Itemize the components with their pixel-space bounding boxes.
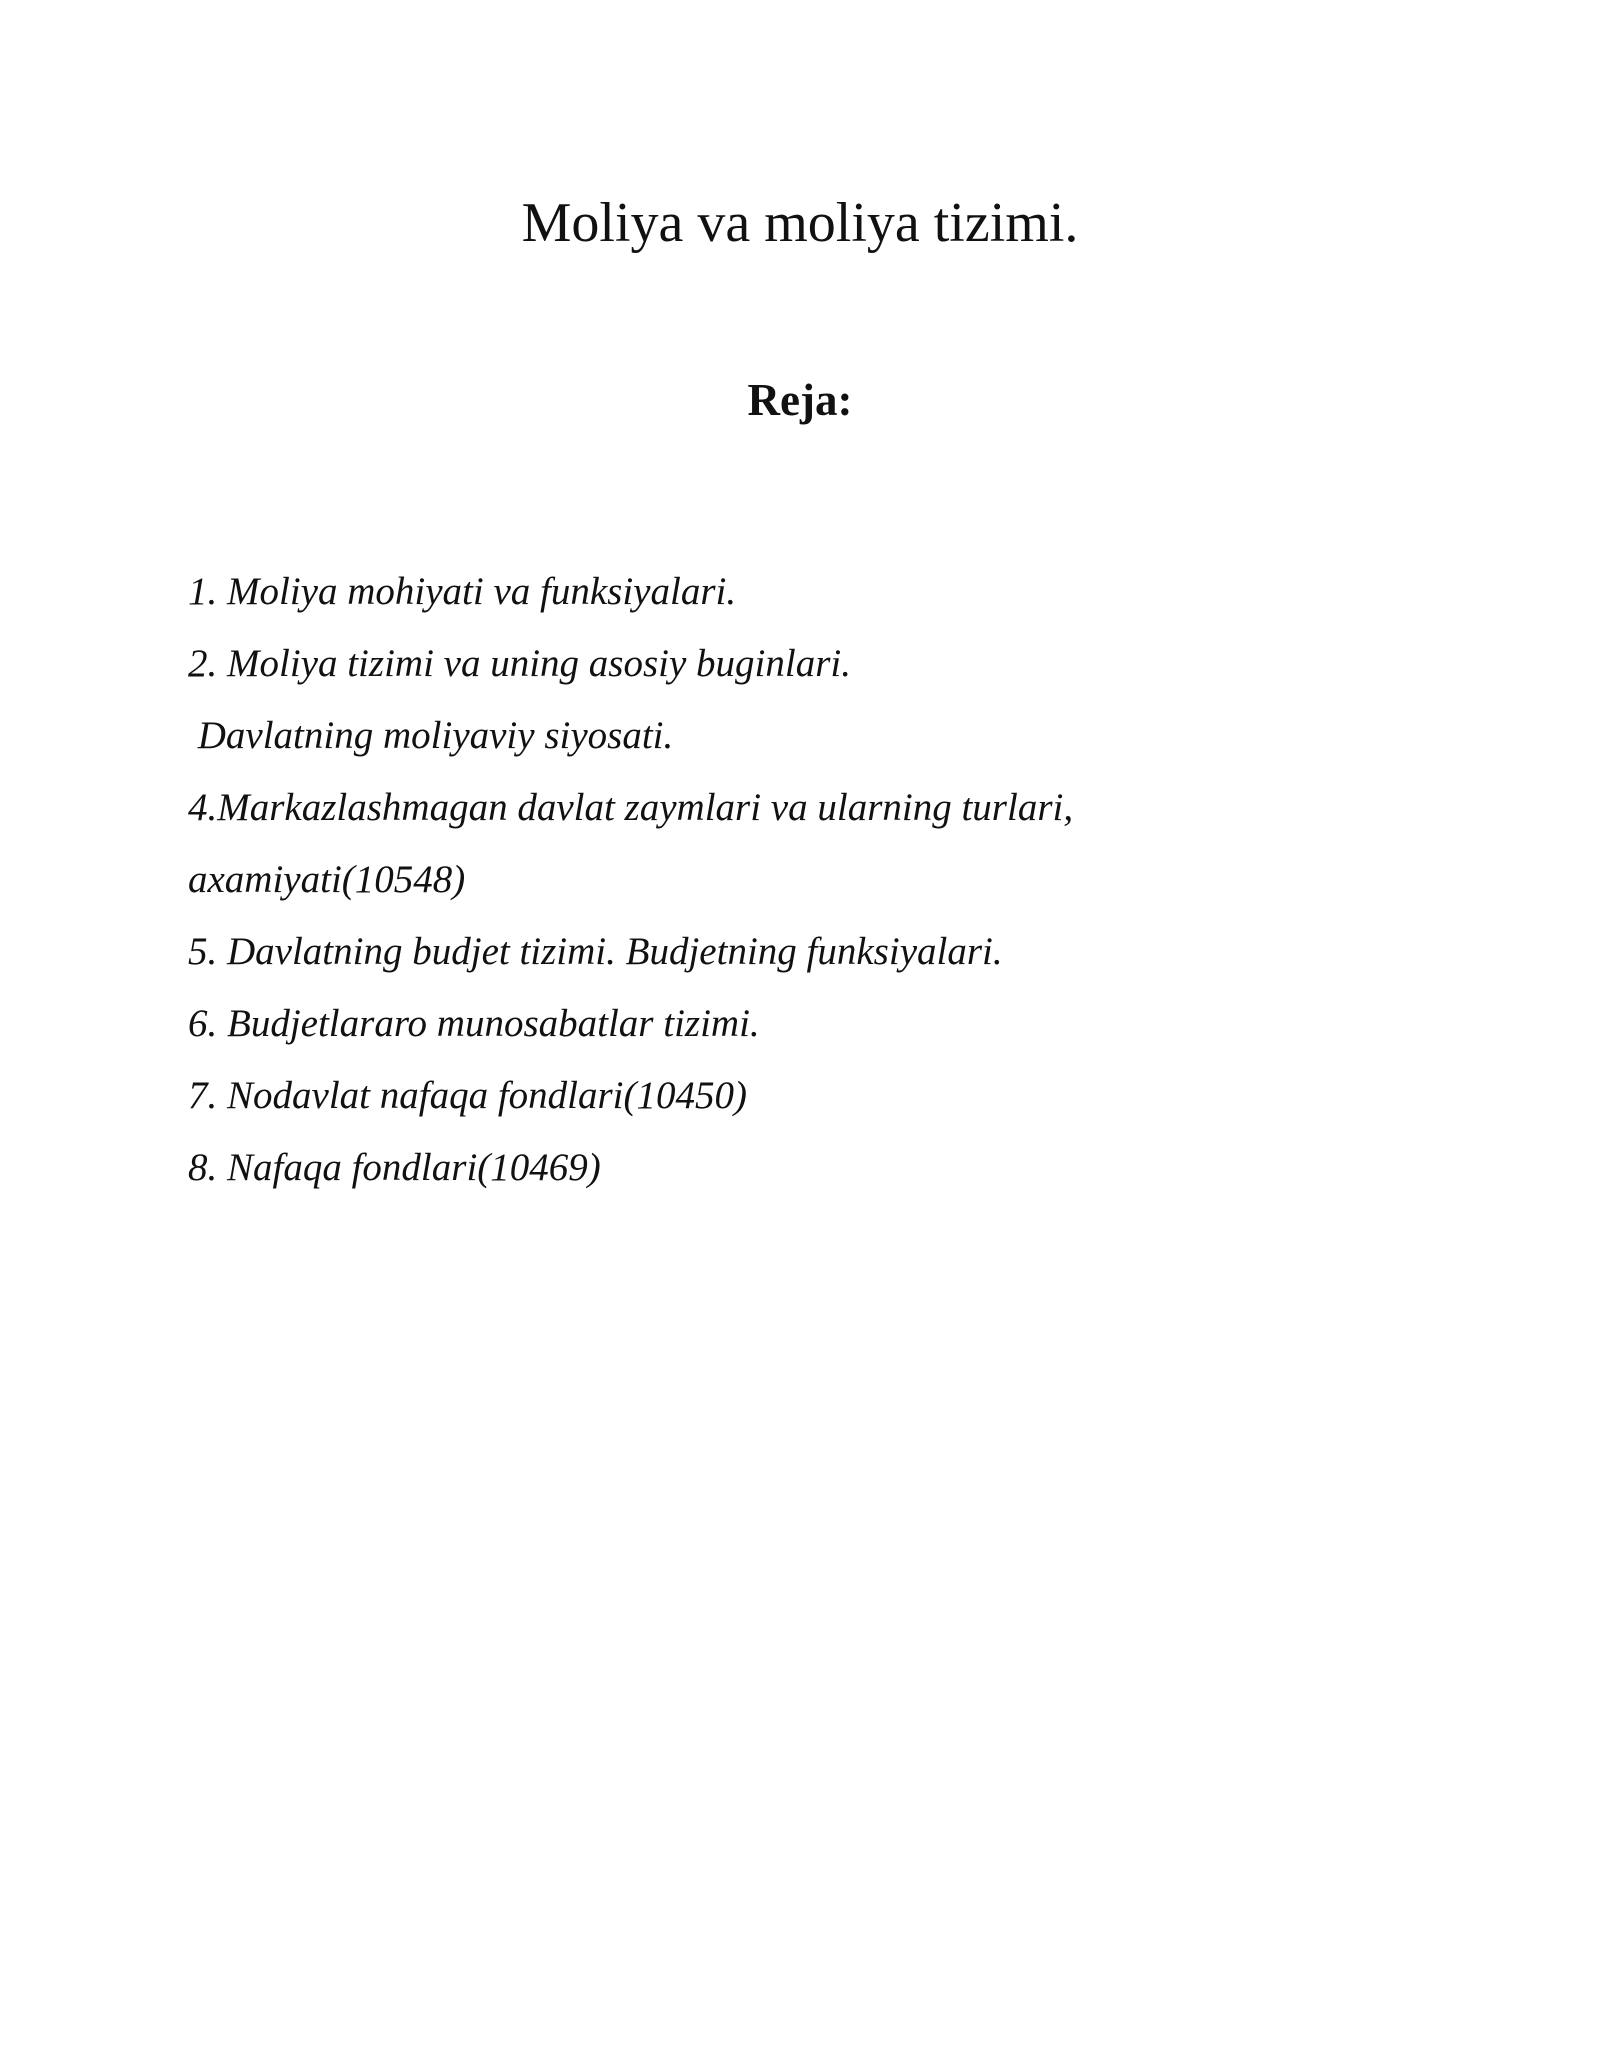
plan-item: 5. Davlatning budjet tizimi. Budjetning funksiyalari. [188, 930, 1003, 973]
plan-item: 4.Markazlashmagan davlat zaymlari va ularning turlari, [188, 786, 1074, 829]
document-title: Moliya va moliya tizimi. [521, 192, 1079, 254]
plan-item: 2. Moliya tizimi va uning asosiy buginlari. [188, 642, 851, 685]
plan-item: Davlatning moliyaviy siyosati. [188, 714, 674, 757]
plan-item: 1. Moliya mohiyati va funksiyalari. [188, 570, 737, 613]
plan-item: axamiyati(10548) [188, 858, 466, 901]
plan-item: 7. Nodavlat nafaqa fondlari(10450) [188, 1074, 747, 1117]
plan-item: 6. Budjetlararo munosabatlar tizimi. [188, 1002, 760, 1045]
plan-list [188, 556, 1438, 1204]
plan-heading: Reja: [747, 375, 853, 425]
plan-item: 8. Nafaqa fondlari(10469) [188, 1146, 601, 1189]
